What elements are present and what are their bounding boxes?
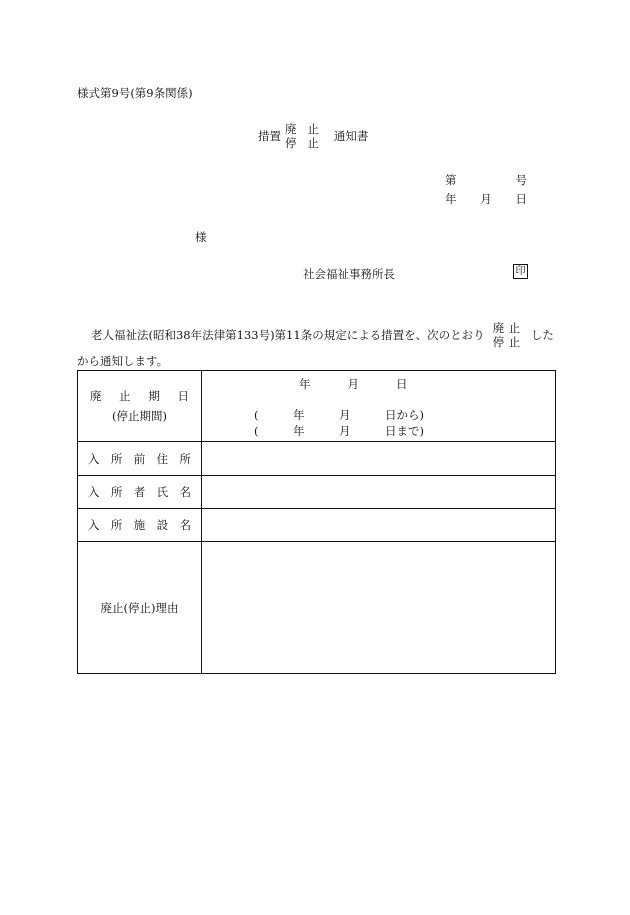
document-number-line — [445, 172, 527, 188]
date-month: 月 — [480, 192, 492, 206]
facility-name-field[interactable] — [202, 509, 556, 542]
notice-form-table — [77, 370, 556, 674]
period-label-cell — [78, 371, 202, 442]
label-char: 設 — [156, 518, 169, 532]
period-day: 日 — [396, 377, 408, 391]
issue-date-line — [445, 191, 527, 207]
body-text-after: した — [530, 328, 554, 342]
date-day: 日 — [515, 192, 527, 206]
reason-field[interactable] — [202, 542, 556, 674]
period-from: ( 年 月 日から) — [254, 408, 424, 422]
label-char: 入 — [88, 451, 100, 466]
title-stack-bottom: 停止 — [285, 136, 330, 150]
seal-mark: 印 — [513, 264, 528, 279]
label-char: 前 — [133, 451, 146, 466]
document-title — [258, 120, 368, 152]
previous-address-label — [78, 442, 202, 476]
body-stack — [493, 321, 525, 349]
addressee-honorific: 様 — [195, 230, 207, 244]
table-row — [78, 509, 556, 542]
period-label-char: 日 — [177, 389, 189, 403]
title-prefix: 措置 — [258, 129, 281, 143]
body-stack-top: 廃止 — [492, 321, 525, 335]
period-label-char: 期 — [148, 389, 160, 403]
body-text-before: 老人福祉法(昭和38年法律第133号)第11条の規定による措置を、次のとおり — [91, 328, 485, 342]
label-char: 者 — [133, 485, 146, 499]
period-label — [78, 388, 201, 404]
label-char: 名 — [179, 485, 191, 499]
resident-name-label — [78, 476, 202, 509]
period-row — [78, 371, 556, 442]
period-month: 月 — [347, 377, 359, 391]
body-text-line1 — [91, 321, 554, 349]
period-value-cell[interactable] — [202, 371, 556, 442]
label-char: 所 — [110, 451, 123, 466]
form-number: 様式第9号(第9条関係) — [77, 86, 193, 100]
previous-address-field[interactable] — [202, 442, 556, 476]
table-row — [78, 442, 556, 476]
title-stack-top: 廃止 — [285, 122, 330, 136]
reason-row — [78, 542, 556, 674]
label-char: 施 — [133, 518, 146, 532]
title-stack — [285, 122, 330, 150]
label-char: 名 — [179, 518, 191, 532]
facility-name-label — [78, 509, 202, 542]
label-char: 住 — [156, 451, 169, 466]
period-year: 年 — [299, 377, 311, 391]
number-suffix: 号 — [515, 173, 527, 187]
body-text-line2: から通知します。 — [77, 354, 169, 368]
body-stack-bottom: 停止 — [492, 335, 525, 349]
resident-name-field[interactable] — [202, 476, 556, 509]
label-char: 所 — [179, 451, 191, 466]
reason-label: 廃止(停止)理由 — [78, 542, 202, 674]
label-char: 所 — [110, 518, 123, 532]
period-label-char: 止 — [119, 389, 131, 403]
label-char: 入 — [88, 485, 100, 499]
table-row — [78, 476, 556, 509]
title-suffix: 通知書 — [333, 129, 369, 143]
period-label-char: 廃 — [90, 389, 102, 403]
label-char: 氏 — [156, 485, 169, 499]
date-year: 年 — [445, 192, 457, 206]
label-char: 入 — [88, 518, 100, 532]
sender-title: 社会福祉事務所長 — [303, 267, 395, 281]
period-to: ( 年 月 日まで) — [254, 424, 424, 438]
period-date — [202, 376, 555, 392]
number-prefix: 第 — [445, 173, 457, 187]
label-char: 所 — [110, 485, 123, 499]
period-sublabel: (停止期間) — [112, 409, 167, 423]
